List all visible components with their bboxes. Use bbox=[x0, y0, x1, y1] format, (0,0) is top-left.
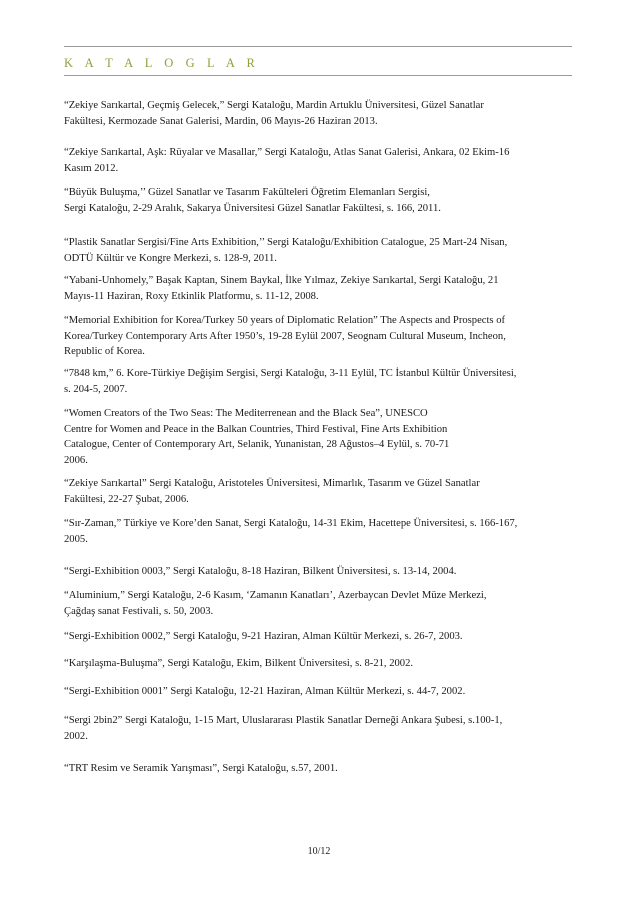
catalog-entry bbox=[64, 684, 574, 700]
catalog-entry bbox=[64, 564, 574, 580]
catalog-entry bbox=[64, 629, 574, 645]
catalog-entry bbox=[64, 98, 574, 129]
entry-line: “Büyük Buluşma,’’ Güzel Sanatlar ve Tasarım Fakülteleri Öğretim Elemanları Sergisi, bbox=[64, 187, 430, 198]
entry-line: “Yabani-Unhomely,” Başak Kaptan, Sinem Baykal, İlke Yılmaz, Zekiye Sarıkartal, Sergi Kataloğu, 21 bbox=[64, 275, 499, 286]
catalog-entry bbox=[64, 516, 574, 547]
entry-line: Mayıs-11 Haziran, Roxy Etkinlik Platformu, s. 11-12, 2008. bbox=[64, 290, 319, 302]
entry-line: Centre for Women and Peace in the Balkan Countries, Third Festival, Fine Arts Exhibition bbox=[64, 423, 448, 435]
entry-line: Çağdaş sanat Festivali, s. 50, 2003. bbox=[64, 605, 214, 617]
catalog-entry bbox=[64, 476, 574, 507]
entry-line: “Memorial Exhibition for Korea/Turkey 50 years of Diplomatic Relation” The Aspects and Prospects of bbox=[64, 315, 506, 326]
entry-line: “Aluminium,” Sergi Kataloğu, 2-6 Kasım, ‘Zamanın Kanatları’, Azerbaycan Devlet Müze Merkezi, bbox=[64, 590, 487, 601]
entry-line: s. 204-5, 2007. bbox=[64, 383, 128, 395]
catalog-entry bbox=[64, 313, 574, 360]
section-heading: K A T A L O G L A R bbox=[64, 56, 260, 70]
entry-line: Fakültesi, 22-27 Şubat, 2006. bbox=[64, 493, 189, 505]
entry-line: “Women Creators of the Two Seas: The Mediterrenean and the Black Sea”, UNESCO bbox=[64, 408, 428, 419]
top-divider bbox=[64, 46, 572, 47]
entry-line: “Zekiye Sarıkartal” Sergi Kataloğu, Aristoteles Üniversitesi, Mimarlık, Tasarım ve Güzel Sanatlar bbox=[64, 478, 480, 489]
entry-line: Fakültesi, Kermozade Sanat Galerisi, Mardin, 06 Mayıs-26 Haziran 2013. bbox=[64, 115, 378, 127]
entry-line: 2006. bbox=[64, 454, 88, 466]
entry-line: “Plastik Sanatlar Sergisi/Fine Arts Exhibition,’’ Sergi Kataloğu/Exhibition Catalogue, 25 Mart-24 Nisan, bbox=[64, 237, 508, 248]
entry-line: 2005. bbox=[64, 533, 88, 545]
catalog-entry bbox=[64, 761, 574, 777]
catalog-entry bbox=[64, 235, 574, 266]
entry-line: Kasım 2012. bbox=[64, 162, 119, 174]
entry-line: “Sergi-Exhibition 0002,” Sergi Kataloğu, 9-21 Haziran, Alman Kültür Merkezi, s. 26-7, 2003. bbox=[64, 631, 463, 642]
entry-line: “Sergi-Exhibition 0003,” Sergi Kataloğu, 8-18 Haziran, Bilkent Üniversitesi, s. 13-14, 2004. bbox=[64, 566, 457, 577]
catalog-entry bbox=[64, 185, 574, 216]
entry-line: Republic of Korea. bbox=[64, 346, 145, 357]
page-number: 10/12 bbox=[307, 846, 331, 857]
entry-line: Catalogue, Center of Contemporary Art, Selanik, Yunanistan, 28 Ağustos–4 Eylül, s. 70-71 bbox=[64, 439, 450, 450]
entry-line: 2002. bbox=[64, 730, 88, 742]
entry-line: “Sergi-Exhibition 0001” Sergi Kataloğu, 12-21 Haziran, Alman Kültür Merkezi, s. 44-7, 2002. bbox=[64, 686, 466, 697]
heading-divider bbox=[64, 75, 572, 76]
entry-line: “Sır-Zaman,” Türkiye ve Kore’den Sanat, Sergi Kataloğu, 14-31 Ekim, Hacettepe Üniversitesi, s. 166-167, bbox=[64, 518, 518, 529]
catalog-entry bbox=[64, 406, 574, 468]
entry-line: Korea/Turkey Contemporary Arts After 1950’s, 19-28 Eylül 2007, Seognam Cultural Museum, Incheon, bbox=[64, 330, 506, 342]
catalog-entry bbox=[64, 656, 574, 672]
entry-line: ODTÜ Kültür ve Kongre Merkezi, s. 128-9, 2011. bbox=[64, 252, 277, 264]
entry-line: “TRT Resim ve Seramik Yarışması”, Sergi Kataloğu, s.57, 2001. bbox=[64, 763, 338, 774]
entry-line: “7848 km,” 6. Kore-Türkiye Değişim Sergisi, Sergi Kataloğu, 3-11 Eylül, TC İstanbul Kültür Üniversitesi, bbox=[64, 368, 517, 379]
catalog-entry bbox=[64, 273, 574, 304]
entry-line: “Zekiye Sarıkartal, Aşk: Rüyalar ve Masallar,” Sergi Kataloğu, Atlas Sanat Galerisi, Ankara, 02 Ekim-16 bbox=[64, 147, 510, 158]
catalog-entry bbox=[64, 713, 574, 744]
entry-line: “Karşılaşma-Buluşma”, Sergi Kataloğu, Ekim, Bilkent Üniversitesi, s. 8-21, 2002. bbox=[64, 658, 414, 669]
catalog-entry bbox=[64, 366, 574, 397]
catalog-entry bbox=[64, 588, 574, 619]
catalog-entry bbox=[64, 145, 574, 176]
entry-line: “Zekiye Sarıkartal, Geçmiş Gelecek,” Sergi Kataloğu, Mardin Artuklu Üniversitesi, Güzel Sanatlar bbox=[64, 100, 484, 111]
entry-line: Sergi Kataloğu, 2-29 Aralık, Sakarya Üniversitesi Güzel Sanatlar Fakültesi, s. 166, 2011. bbox=[64, 202, 441, 214]
entry-line: “Sergi 2bin2” Sergi Kataloğu, 1-15 Mart, Uluslararası Plastik Sanatlar Derneği Ankara Şubesi, s.100-1, bbox=[64, 715, 503, 726]
